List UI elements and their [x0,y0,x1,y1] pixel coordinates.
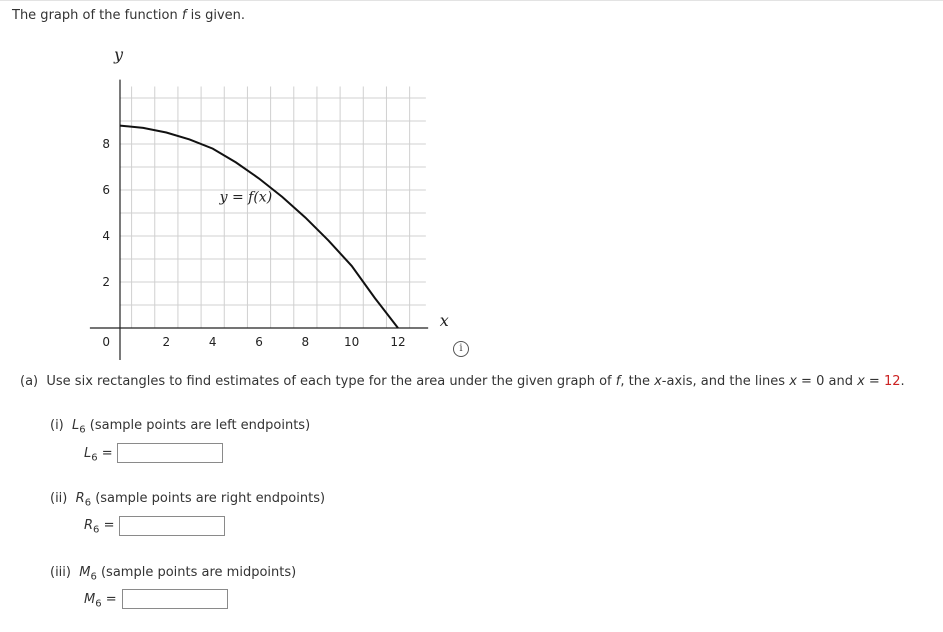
part-i-heading [50,418,310,436]
top-divider [0,0,943,1]
part-iii-symbol: M [79,565,91,580]
part-iii-equals: = [105,592,117,607]
y-tick-label: 2 [102,275,110,289]
part-a-end: . [900,374,905,389]
x-tick-label: 12 [390,335,406,349]
part-i-desc: (sample points are left endpoints) [89,418,311,433]
x-axis-label: x [439,311,449,330]
x-tick-label: 6 [255,335,263,349]
part-i-answer-symbol: L [84,446,92,461]
curve-f [120,126,398,328]
m6-answer-input[interactable] [122,589,228,609]
part-a-text-2: , the [620,374,655,389]
part-iii-heading [50,565,296,583]
part-i-symbol: L [72,418,80,433]
tick-labels [102,137,405,349]
intro-text [12,8,245,23]
part-iii-num: (iii) [50,565,71,580]
l6-answer-input[interactable] [117,443,223,463]
part-i-answer-subscript: 6 [91,452,98,464]
x-tick-label: 2 [162,335,171,349]
part-i-subscript: 6 [79,424,86,436]
intro-suffix: is given. [186,8,246,23]
part-iii-answer-label [84,592,117,610]
y-tick-label: 6 [102,183,110,197]
part-a-text-3: -axis, and the lines [661,374,790,389]
part-a-bound: 12 [883,374,901,389]
part-ii-symbol: R [75,491,85,506]
part-a-eq0: = 0 and [796,374,858,389]
part-ii-answer-subscript: 6 [93,524,100,536]
r6-answer-input[interactable] [119,516,225,536]
part-a-prompt [20,374,905,389]
part-a-eq: = [864,374,884,389]
part-ii-subscript: 6 [84,497,92,509]
part-a-text: Use six rectangles to find estimates of each type for the area under the given graph of [46,374,616,389]
part-ii-answer-label [84,518,114,536]
part-a-x1: x [789,374,797,389]
part-iii-desc: (sample points are midpoints) [100,565,297,580]
x-tick-label: 4 [208,335,217,349]
part-ii-num: (ii) [50,491,68,506]
part-iii-answer-symbol: M [84,592,96,607]
part-a-x-var: x [654,374,662,389]
part-iii-subscript: 6 [90,571,97,583]
x-tick-label: 10 [344,335,360,349]
part-a-x2: x [857,374,865,389]
part-a-label: (a) [20,374,39,389]
part-ii-equals: = [103,518,115,533]
part-i-num: (i) [50,418,64,433]
axes [90,80,428,360]
intro-function-var: f [181,8,187,23]
grid [120,87,426,329]
part-iii-answer-subscript: 6 [95,598,102,610]
part-i-answer-label [84,446,113,464]
y-tick-label: 4 [102,229,110,243]
function-graph [80,40,450,360]
y-tick-label: 8 [102,137,110,151]
part-i-equals: = [101,446,113,461]
intro-prefix: The graph of the function [12,8,182,23]
part-ii-desc: (sample points are right endpoints) [95,491,326,506]
x-tick-label: 8 [301,335,310,349]
origin-label: 0 [102,335,110,349]
part-ii-answer-symbol: R [84,518,94,533]
info-icon[interactable]: i [453,341,469,357]
part-a-f: f [615,374,621,389]
curve-label: y = f(x) [219,189,273,206]
y-axis-label: y [114,45,124,64]
part-ii-heading [50,491,325,509]
